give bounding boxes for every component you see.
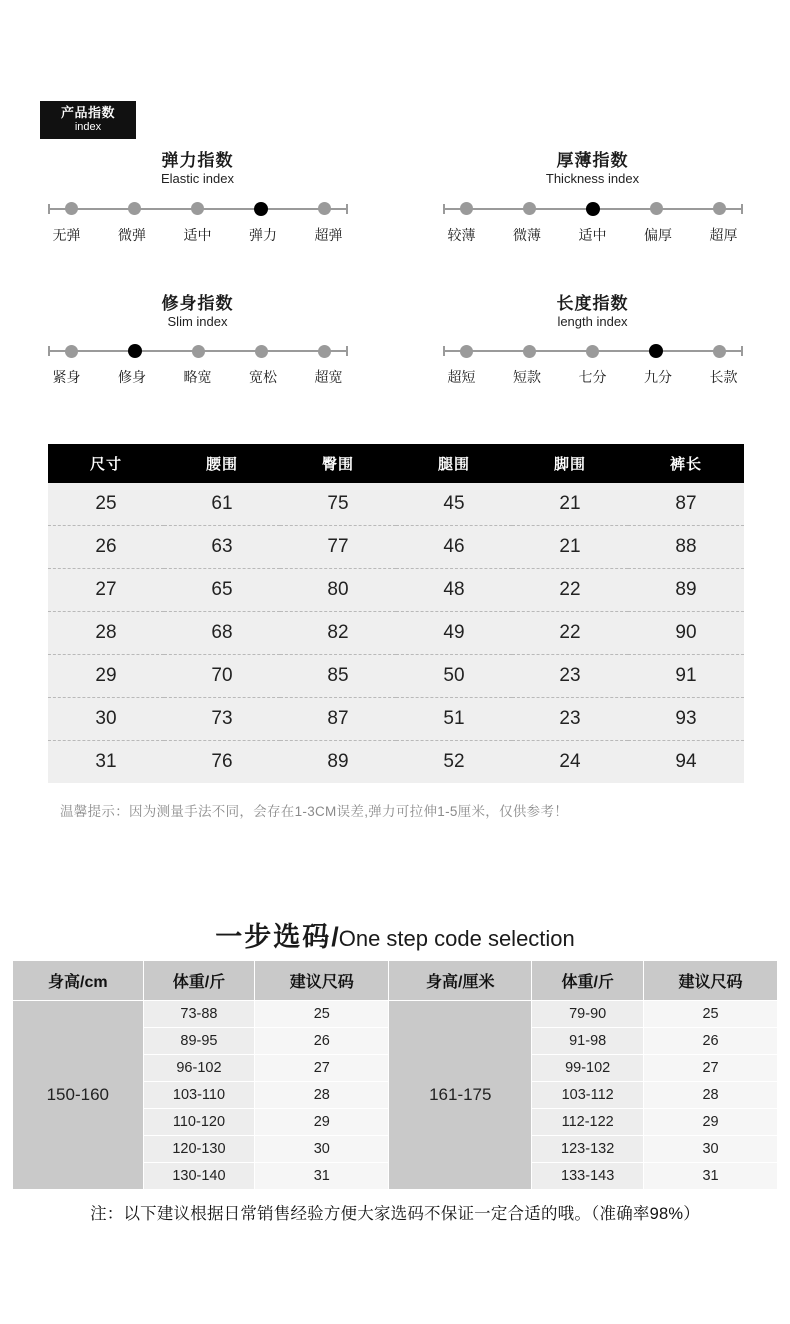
table-cell: 120-130 <box>143 1136 255 1163</box>
scale-dots <box>48 344 348 358</box>
table-cell: 123-132 <box>532 1136 644 1163</box>
scale-dot <box>318 345 331 358</box>
thickness-index-title <box>395 150 790 188</box>
size-recommendation-table <box>12 960 778 1190</box>
table-cell: 103-110 <box>143 1082 255 1109</box>
scale-dot <box>192 345 205 358</box>
table-cell: 24 <box>512 741 628 784</box>
table-header-cell: 体重/斤 <box>143 961 255 1001</box>
length-index-title <box>395 293 790 331</box>
table-cell: 25 <box>48 483 164 526</box>
table-row <box>48 526 744 569</box>
table-header-cell: 建议尺码 <box>255 961 389 1001</box>
table-cell: 91 <box>628 655 744 698</box>
table-cell: 76 <box>164 741 280 784</box>
table-cell: 112-122 <box>532 1109 644 1136</box>
table-row <box>48 741 744 784</box>
index-label: 无弹 <box>52 226 81 243</box>
table-cell: 29 <box>255 1109 389 1136</box>
table-header-cell: 身高/cm <box>13 961 144 1001</box>
recommendation-note: 注：以下建议根据日常销售经验方便大家选码不保证一定合适的哦。（准确率98%） <box>90 1205 700 1223</box>
scale-dots <box>443 202 743 216</box>
table-cell: 49 <box>396 612 512 655</box>
table-cell: 26 <box>644 1028 778 1055</box>
product-index-badge-en: index <box>74 120 102 133</box>
slim-index-title-en: Slim index <box>167 313 228 329</box>
table-header-cell: 脚围 <box>512 444 628 483</box>
elastic-index-labels <box>38 225 358 245</box>
length-index-scale <box>443 344 743 358</box>
table-cell: 27 <box>644 1055 778 1082</box>
table-cell: 110-120 <box>143 1109 255 1136</box>
scale-dot-active <box>254 202 268 216</box>
scale-dot <box>191 202 204 215</box>
index-label: 紧身 <box>52 369 81 385</box>
table-header-cell: 身高/厘米 <box>389 961 532 1001</box>
table-cell: 89-95 <box>143 1028 255 1055</box>
slim-index-title-cn: 修身指数 <box>161 293 234 313</box>
table-cell: 61 <box>164 483 280 526</box>
table-cell: 63 <box>164 526 280 569</box>
table-cell: 28 <box>644 1082 778 1109</box>
table-header-cell: 臀围 <box>280 444 396 483</box>
table-cell: 30 <box>644 1136 778 1163</box>
table-header-cell: 腿围 <box>396 444 512 483</box>
table-cell: 133-143 <box>532 1163 644 1190</box>
one-step-code-title-en: One step code selection <box>338 926 575 951</box>
table-cell: 26 <box>48 526 164 569</box>
table-cell: 45 <box>396 483 512 526</box>
table-cell: 26 <box>255 1028 389 1055</box>
index-label: 适中 <box>578 226 607 243</box>
index-group-slim <box>0 293 395 388</box>
table-header-cell: 建议尺码 <box>644 961 778 1001</box>
index-group-elastic <box>0 150 395 245</box>
table-cell: 25 <box>644 1001 778 1028</box>
table-cell: 52 <box>396 741 512 784</box>
table-cell: 27 <box>48 569 164 612</box>
table-cell: 89 <box>280 741 396 784</box>
table-cell: 68 <box>164 612 280 655</box>
thickness-index-title-cn: 厚薄指数 <box>556 151 629 170</box>
scale-dot <box>713 202 726 215</box>
index-label: 较薄 <box>447 226 476 243</box>
scale-dot <box>65 345 78 358</box>
table-cell: 31 <box>644 1163 778 1190</box>
table-cell: 25 <box>255 1001 389 1028</box>
product-index-badge <box>40 101 136 139</box>
thickness-index-title-en: Thickness index <box>545 171 640 187</box>
index-label: 微弹 <box>118 226 146 243</box>
scale-dots <box>48 202 348 216</box>
table-header-row <box>13 961 778 1001</box>
table-cell: 46 <box>396 526 512 569</box>
table-row <box>48 569 744 612</box>
index-scales-section <box>0 150 790 387</box>
scale-dot <box>650 202 663 215</box>
length-index-title-cn: 长度指数 <box>556 293 629 313</box>
table-row <box>48 655 744 698</box>
table-cell: 65 <box>164 569 280 612</box>
table-cell: 21 <box>512 526 628 569</box>
measurement-tip: 温馨提示：因为测量手法不同，会存在1-3CM误差,弹力可拉伸1-5厘米，仅供参考！ <box>60 804 569 819</box>
table-cell: 103-112 <box>532 1082 644 1109</box>
scale-dot <box>460 345 473 358</box>
table-cell: 22 <box>512 569 628 612</box>
index-label: 略宽 <box>183 369 212 385</box>
table-cell: 28 <box>255 1082 389 1109</box>
index-label: 偏厚 <box>644 226 672 243</box>
scale-dot-active <box>586 202 600 216</box>
slim-index-scale <box>48 344 348 358</box>
table-cell: 79-90 <box>532 1001 644 1028</box>
table-cell: 31 <box>255 1163 389 1190</box>
scale-dot <box>523 202 536 215</box>
scale-dot <box>128 202 141 215</box>
table-cell: 130-140 <box>143 1163 255 1190</box>
table-cell: 88 <box>628 526 744 569</box>
thickness-index-labels <box>433 225 753 245</box>
product-index-badge-cn: 产品指数 <box>60 105 115 120</box>
length-index-labels <box>433 367 753 387</box>
table-cell: 94 <box>628 741 744 784</box>
table-cell: 82 <box>280 612 396 655</box>
table-cell: 21 <box>512 483 628 526</box>
length-index-title-en: length index <box>557 313 628 329</box>
table-row <box>13 1001 778 1028</box>
index-group-length <box>395 293 790 388</box>
table-cell: 70 <box>164 655 280 698</box>
table-cell: 85 <box>280 655 396 698</box>
table-header-cell: 腰围 <box>164 444 280 483</box>
scale-dot <box>460 202 473 215</box>
table-cell: 73-88 <box>143 1001 255 1028</box>
index-label: 适中 <box>183 226 212 243</box>
table-cell: 87 <box>280 698 396 741</box>
table-cell: 30 <box>48 698 164 741</box>
index-label: 短款 <box>513 369 541 385</box>
elastic-index-scale <box>48 202 348 216</box>
scale-dot <box>255 345 268 358</box>
table-cell: 75 <box>280 483 396 526</box>
slim-index-labels <box>38 367 358 387</box>
index-label: 七分 <box>578 369 607 385</box>
table-cell: 29 <box>48 655 164 698</box>
slim-index-title <box>0 293 395 331</box>
table-cell: 30 <box>255 1136 389 1163</box>
table-cell: 51 <box>396 698 512 741</box>
thickness-index-scale <box>443 202 743 216</box>
index-label: 超弹 <box>314 226 343 243</box>
table-cell: 22 <box>512 612 628 655</box>
table-cell: 93 <box>628 698 744 741</box>
index-label: 超厚 <box>709 226 738 243</box>
index-label: 九分 <box>644 369 672 385</box>
left-height-cell: 150-160 <box>13 1001 144 1190</box>
right-height-cell: 161-175 <box>389 1001 532 1190</box>
index-label: 长款 <box>709 369 738 385</box>
one-step-code-title <box>0 915 790 954</box>
table-cell: 31 <box>48 741 164 784</box>
table-cell: 28 <box>48 612 164 655</box>
elastic-index-title-en: Elastic index <box>161 171 234 187</box>
table-header-cell: 裤长 <box>628 444 744 483</box>
scale-dot <box>65 202 78 215</box>
elastic-index-title-cn: 弹力指数 <box>161 151 234 170</box>
table-cell: 91-98 <box>532 1028 644 1055</box>
table-header-row <box>48 444 744 483</box>
index-label: 弹力 <box>249 226 277 243</box>
table-cell: 77 <box>280 526 396 569</box>
table-cell: 23 <box>512 655 628 698</box>
table-row <box>48 483 744 526</box>
scale-dot <box>586 345 599 358</box>
one-step-code-title-cn: 一步选码 <box>215 922 332 952</box>
scale-dot <box>713 345 726 358</box>
index-label: 宽松 <box>249 369 277 385</box>
scale-dot <box>523 345 536 358</box>
table-cell: 27 <box>255 1055 389 1082</box>
index-group-thickness <box>395 150 790 245</box>
table-cell: 87 <box>628 483 744 526</box>
scale-dot-active <box>649 344 663 358</box>
scale-dot-active <box>128 344 142 358</box>
table-cell: 48 <box>396 569 512 612</box>
table-cell: 29 <box>644 1109 778 1136</box>
table-cell: 80 <box>280 569 396 612</box>
table-row <box>48 698 744 741</box>
index-label: 超宽 <box>314 369 343 385</box>
table-row <box>48 612 744 655</box>
title-slash: / <box>331 922 339 952</box>
table-cell: 50 <box>396 655 512 698</box>
table-cell: 90 <box>628 612 744 655</box>
table-cell: 99-102 <box>532 1055 644 1082</box>
index-label: 超短 <box>447 369 476 385</box>
index-label: 微薄 <box>513 226 541 243</box>
scale-dot <box>318 202 331 215</box>
size-measurement-table <box>48 444 744 783</box>
table-cell: 89 <box>628 569 744 612</box>
elastic-index-title <box>0 150 395 188</box>
index-label: 修身 <box>118 369 146 385</box>
table-cell: 96-102 <box>143 1055 255 1082</box>
table-header-cell: 尺寸 <box>48 444 164 483</box>
table-cell: 23 <box>512 698 628 741</box>
table-header-cell: 体重/斤 <box>532 961 644 1001</box>
scale-dots <box>443 344 743 358</box>
table-cell: 73 <box>164 698 280 741</box>
